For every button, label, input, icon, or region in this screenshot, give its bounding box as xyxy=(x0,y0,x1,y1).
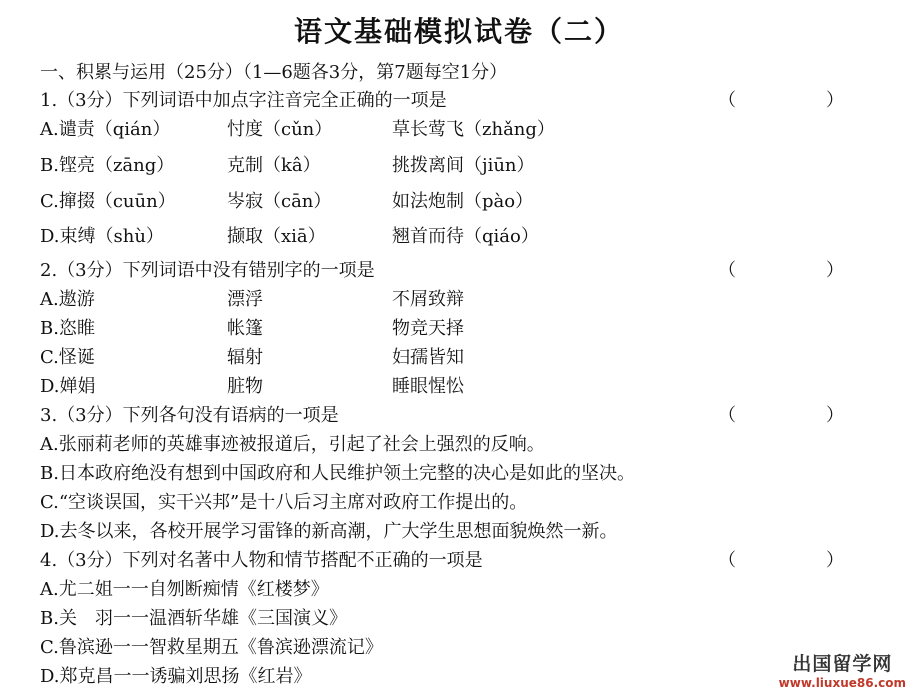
q2-option-c-word-2: 辐射 xyxy=(227,347,263,368)
q2-option-a-word-1: A.遨游 xyxy=(40,289,95,310)
q2-option-a-word-3: 不屑致辩 xyxy=(392,289,464,310)
q3-option-c: C.“空谈误国，实干兴邦”是十八后习主席对政府工作提出的。 xyxy=(40,492,528,513)
q4-option-c: C.鲁滨逊一一智救星期五《鲁滨逊漂流记》 xyxy=(40,637,383,658)
question-2-stem: 2.（3分）下列词语中没有错别字的一项是 xyxy=(40,260,375,281)
q1-option-c-word-2: 岑寂（cān） xyxy=(227,191,332,212)
q1-option-b-word-2: 克制（kâ） xyxy=(227,155,321,176)
q2-option-c-word-1: C.怪诞 xyxy=(40,347,95,368)
question-3-answer-blank: （ ） xyxy=(718,405,844,426)
q2-option-a-word-2: 漂浮 xyxy=(227,289,263,310)
watermark-url: www.liuxue86.com xyxy=(778,676,906,690)
q4-option-d: D.郑克昌一一诱骗刘思扬《红岩》 xyxy=(40,666,312,687)
q2-option-b-word-3: 物竞天择 xyxy=(392,318,464,339)
section-heading: 一、积累与运用（25分）（1—6题各3分，第7题每空1分） xyxy=(40,62,508,83)
q1-option-d-word-1: D.束缚（shù） xyxy=(40,226,164,247)
q1-option-a-word-2: 忖度（cǔn） xyxy=(227,119,333,140)
site-watermark xyxy=(779,649,906,690)
q2-option-c-word-3: 妇孺皆知 xyxy=(392,347,464,368)
q4-option-b: B.关 羽一一温酒斩华雄《三国演义》 xyxy=(40,608,347,629)
q1-option-d-word-3: 翘首而待（qiáo） xyxy=(392,226,539,247)
q3-option-d: D.去冬以来，各校开展学习雷锋的新高潮，广大学生思想面貌焕然一新。 xyxy=(40,521,618,542)
watermark-site-name: 出国留学网 xyxy=(792,653,893,675)
q3-option-b: B.日本政府绝没有想到中国政府和人民维护领土完整的决心是如此的坚决。 xyxy=(40,463,635,484)
q1-option-b-word-3: 挑拨离间（jiūn） xyxy=(392,155,535,176)
q3-option-a: A.张丽莉老师的英雄事迹被报道后，引起了社会上强烈的反响。 xyxy=(40,434,545,455)
q1-option-a-word-1: A.谴责（qián） xyxy=(40,119,171,140)
q1-option-a-word-3: 草长莺飞（zhǎng） xyxy=(392,119,555,140)
question-1-answer-blank: （ ） xyxy=(718,90,844,111)
q2-option-d-word-1: D.婵娟 xyxy=(40,376,96,397)
question-2-answer-blank: （ ） xyxy=(718,260,844,281)
question-1-stem: 1.（3分）下列词语中加点字注音完全正确的一项是 xyxy=(40,90,447,111)
q1-option-c-word-1: C.撺掇（cuūn） xyxy=(40,191,176,212)
question-3-stem: 3.（3分）下列各句没有语病的一项是 xyxy=(40,405,339,426)
q1-option-d-word-2: 撷取（xiā） xyxy=(227,226,326,247)
q2-option-b-word-2: 帐篷 xyxy=(227,318,263,339)
q2-option-b-word-1: B.恣睢 xyxy=(40,318,95,339)
q2-option-d-word-3: 睡眼惺忪 xyxy=(392,376,464,397)
q1-option-c-word-3: 如法炮制（pào） xyxy=(392,191,534,212)
question-4-stem: 4.（3分）下列对名著中人物和情节搭配不正确的一项是 xyxy=(40,550,483,571)
question-4-answer-blank: （ ） xyxy=(718,550,844,571)
q2-option-d-word-2: 脏物 xyxy=(227,376,263,397)
q4-option-a: A.尤二姐一一自刎断痴情《红楼梦》 xyxy=(40,579,329,600)
q1-option-b-word-1: B.铿亮（zāng） xyxy=(40,155,175,176)
page-title: 语文基础模拟试卷（二） xyxy=(293,15,624,48)
